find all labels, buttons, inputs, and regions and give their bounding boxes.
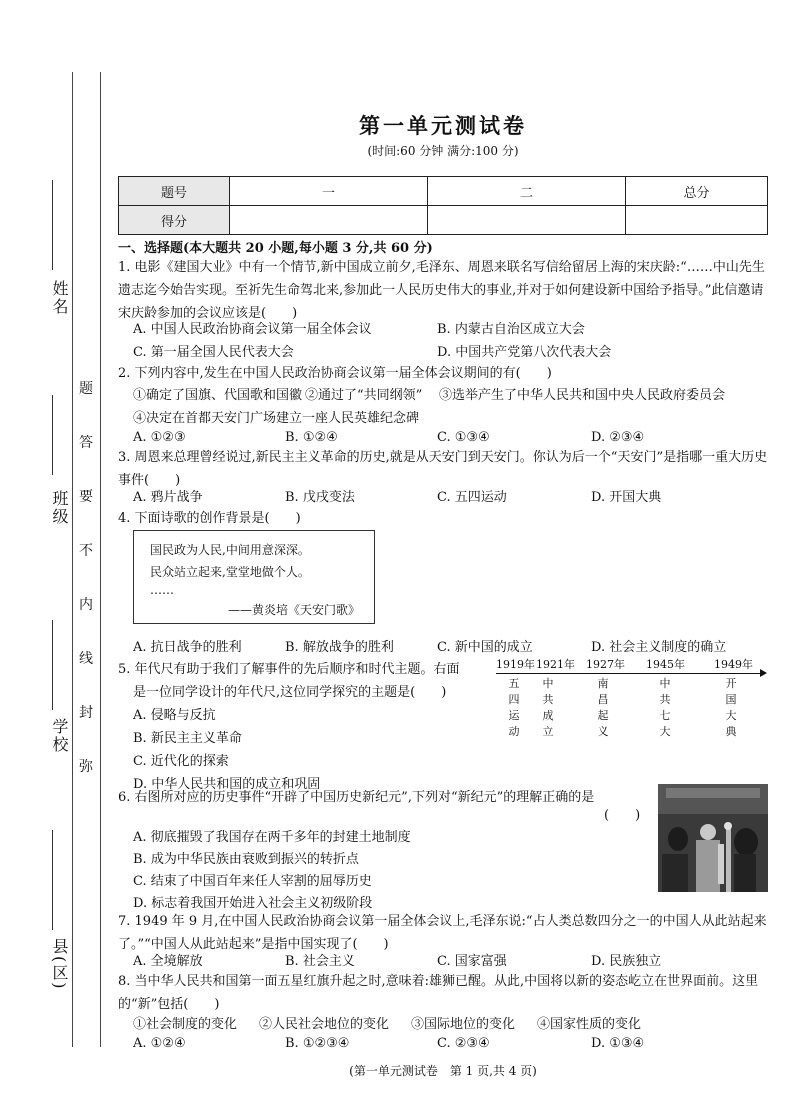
option-d[interactable]: D. 中华人民共和国的成立和巩固 (133, 777, 321, 792)
timeline-year: 1949年 (714, 658, 753, 671)
poem-source: ——黄炎培《天安门歌》 (228, 603, 361, 617)
statement-item: ①社会制度的变化 (133, 1017, 238, 1032)
seal-char: 封 (79, 705, 93, 721)
option-b[interactable]: B. 社会主义 (285, 954, 355, 969)
option-c[interactable]: C. 国家富强 (437, 954, 507, 969)
page-subtitle: (时间:60 分钟 满分:100 分) (367, 144, 519, 158)
seal-char: 内 (79, 597, 93, 613)
poem-line: 民众站立起来,堂堂地做个人。 (150, 565, 310, 579)
event-char: 共 (659, 693, 671, 706)
page-title: 第一单元测试卷 (359, 113, 527, 138)
statement-item: ②通过了“共同纲领” (305, 388, 423, 403)
option-a[interactable]: A. 鸦片战争 (133, 490, 203, 505)
margin-label-name: 姓名 (50, 280, 69, 316)
event-char: 国 (725, 693, 737, 706)
question-6-paren: ( ) (604, 808, 641, 823)
option-c[interactable]: C. 结束了中国百年来任人宰割的屈辱历史 (133, 874, 372, 889)
statement-item: ③选举产生了中华人民共和国中央人民政府委员会 (439, 388, 726, 403)
event-char: 七 (659, 709, 671, 722)
option-c[interactable]: C. ①③④ (437, 430, 490, 445)
seal-char: 题 (79, 381, 93, 397)
option-a[interactable]: A. ①②④ (133, 1036, 186, 1051)
option-c[interactable]: C. 五四运动 (437, 490, 507, 505)
option-d[interactable]: D. 社会主义制度的确立 (591, 640, 727, 655)
option-d[interactable]: D. ②③④ (591, 430, 645, 445)
option-b[interactable]: B. ①②④ (285, 430, 338, 445)
option-b[interactable]: B. 成为中华民族由衰败到振兴的转折点 (133, 852, 359, 867)
timeline-event (507, 676, 521, 740)
question-8-stem: 8. 当中华人民共和国第一面五星红旗升起之时,意味着:雄狮已醒。从此,中国将以新的姿态屹立在世界面前。这里的“新”包括( ) (118, 974, 759, 1012)
timeline-ruler (496, 656, 768, 756)
timeline-year: 1919年 (496, 658, 535, 671)
score-table-header: 题号 (119, 177, 230, 206)
option-c[interactable]: C. 近代化的探索 (133, 754, 229, 769)
event-char: 成 (542, 709, 554, 722)
option-b[interactable]: B. 内蒙古自治区成立大会 (437, 322, 585, 337)
poem-line: 国民政为人民,中间用意深深。 (150, 543, 310, 557)
margin-line-right (100, 72, 101, 1047)
question-5-stem-line1: 5. 年代尺有助于我们了解事件的先后顺序和时代主题。右面 (118, 662, 460, 677)
option-d[interactable]: D. 开国大典 (591, 490, 662, 505)
event-char: 开 (725, 677, 737, 690)
event-char: 大 (659, 725, 671, 738)
margin-school-field (52, 620, 53, 710)
score-cell[interactable] (230, 206, 428, 235)
option-d[interactable]: D. 中国共产党第八次代表大会 (437, 345, 612, 360)
event-char: 典 (725, 725, 737, 738)
page-footer: (第一单元测试卷 第 1 页,共 4 页) (349, 1064, 537, 1078)
event-char: 中 (542, 677, 554, 690)
score-table (118, 176, 768, 235)
question-6-stem: 6. 右图所对应的历史事件“开辟了中国历史新纪元”,下列对“新纪元”的理解正确的是 (118, 790, 595, 805)
section-heading: 一、选择题(本大题共 20 小题,每小题 3 分,共 60 分) (118, 241, 433, 256)
timeline-event (596, 676, 610, 740)
option-a[interactable]: A. 中国人民政治协商会议第一届全体会议 (133, 322, 372, 337)
event-char: 立 (542, 725, 554, 738)
option-b[interactable]: B. 新民主主义革命 (133, 731, 242, 746)
question-7-stem: 7. 1949 年 9 月,在中国人民政治协商会议第一届全体会议上,毛泽东说:“占人类总数四分之一的中国人从此站起来了。”“中国人从此站起来”是指中国实现了( ) (118, 914, 767, 952)
photo-illustration (658, 784, 768, 892)
margin-label-class: 班级 (50, 490, 69, 526)
event-char: 中 (659, 677, 671, 690)
margin-name-field (52, 180, 53, 270)
event-char: 五 (508, 677, 520, 690)
option-b[interactable]: B. 解放战争的胜利 (285, 640, 394, 655)
event-char: 四 (508, 693, 520, 706)
margin-label-county: 县(区) (50, 938, 69, 991)
event-char: 起 (597, 709, 609, 722)
seal-char: 线 (79, 651, 93, 667)
score-table-header: 一 (230, 177, 428, 206)
seal-char: 答 (79, 435, 93, 451)
option-d[interactable]: D. 标志着我国开始进入社会主义初级阶段 (133, 896, 373, 911)
margin-class-field (52, 395, 53, 475)
seal-char: 弥 (79, 759, 93, 775)
event-char: 南 (597, 677, 609, 690)
statement-item: ①确定了国旗、代国歌和国徽 (133, 388, 303, 403)
event-char: 动 (508, 725, 520, 738)
margin-line-left (72, 72, 73, 1047)
score-table-label: 得分 (119, 206, 230, 235)
statement-item: ④国家性质的变化 (537, 1017, 642, 1032)
question-5-stem-line2: 是一位同学设计的年代尺,这位同学探究的主题是( ) (133, 685, 447, 700)
timeline-year: 1945年 (646, 658, 685, 671)
event-char: 大 (725, 709, 737, 722)
option-a[interactable]: A. ①②③ (133, 430, 186, 445)
timeline-arrow-icon (760, 669, 767, 677)
timeline-event (541, 676, 555, 740)
margin-county-field (52, 830, 53, 930)
option-c[interactable]: C. ②③④ (437, 1036, 490, 1051)
timeline-year: 1921年 (536, 658, 575, 671)
option-d[interactable]: D. ①③④ (591, 1036, 645, 1051)
score-table-header: 总分 (626, 177, 768, 206)
option-a[interactable]: A. 彻底摧毁了我国存在两千多年的封建土地制度 (133, 830, 411, 845)
timeline-event (658, 676, 672, 740)
statement-item: ③国际地位的变化 (411, 1017, 516, 1032)
question-3-stem: 3. 周恩来总理曾经说过,新民主主义革命的历史,就是从天安门到天安门。你认为后一个“天安门”是指哪一重大历史事件( ) (118, 450, 768, 488)
score-cell[interactable] (626, 206, 768, 235)
poem-line: …… (150, 583, 174, 597)
event-char: 运 (508, 709, 520, 722)
option-b[interactable]: B. ①②③④ (285, 1036, 350, 1051)
score-cell[interactable] (428, 206, 626, 235)
event-char: 义 (597, 725, 609, 738)
seal-char: 要 (79, 489, 93, 505)
option-b[interactable]: B. 戊戌变法 (285, 490, 355, 505)
event-char: 共 (542, 693, 554, 706)
question-2-stem: 2. 下列内容中,发生在中国人民政治协商会议第一届全体会议期间的有( ) (118, 366, 552, 381)
poem-box (133, 530, 375, 624)
statement-item: ②人民社会地位的变化 (259, 1017, 390, 1032)
option-a[interactable]: A. 抗日战争的胜利 (133, 640, 242, 655)
timeline-event (724, 676, 738, 740)
timeline-axis (496, 673, 762, 674)
option-c[interactable]: C. 新中国的成立 (437, 640, 533, 655)
margin-label-school: 学校 (50, 718, 69, 754)
event-char: 昌 (597, 693, 609, 706)
option-a[interactable]: A. 侵略与反抗 (133, 708, 216, 723)
question-1-stem: 1. 电影《建国大业》中有一个情节,新中国成立前夕,毛泽东、周恩来联名写信给留居上海的宋庆龄:“……中山先生遗志迄今始告实现。至祈先生命驾北来,参加此一人民历史伟大的事业,并对于如何建设新中国给予指导。”此信邀请宋庆龄参加的会议应该是( ) (118, 260, 765, 321)
founding-ceremony-photo (658, 784, 768, 892)
statement-item: ④决定在首都天安门广场建立一座人民英雄纪念碑 (133, 411, 420, 426)
score-table-header: 二 (428, 177, 626, 206)
option-d[interactable]: D. 民族独立 (591, 954, 662, 969)
option-c[interactable]: C. 第一届全国人民代表大会 (133, 345, 294, 360)
timeline-year: 1927年 (586, 658, 625, 671)
option-a[interactable]: A. 全境解放 (133, 954, 203, 969)
seal-char: 不 (79, 543, 93, 559)
question-4-stem: 4. 下面诗歌的创作背景是( ) (118, 511, 301, 526)
